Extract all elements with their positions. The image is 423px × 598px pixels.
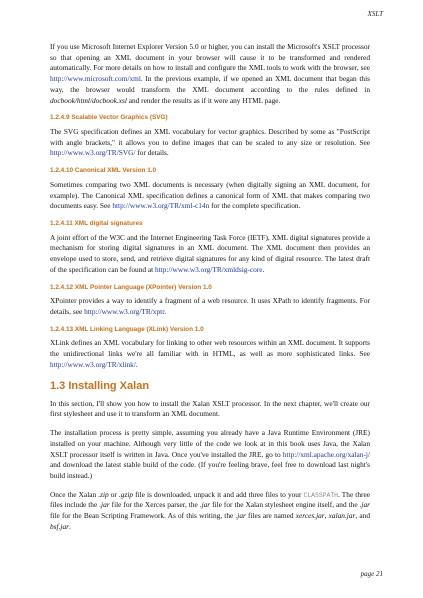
svg-paragraph: The SVG specification defines an XML vocabulary for vector graphics. Described by some as "PostScript with angle brackets," it allows you to define images that can be scaled to any size or resolution. See http://www.w3.org/TR/SVG/ for details. xyxy=(50,127,370,158)
xalan-jar-filename: xalan.jar xyxy=(328,511,356,521)
classpath-code: CLASSPATH xyxy=(303,491,339,499)
svg-spec-link[interactable]: http://www.w3.org/TR/SVG/ xyxy=(50,148,136,158)
xmldsig-spec-link[interactable]: http://www.w3.org/TR/xmldsig-core xyxy=(155,264,263,274)
section-heading-installing-xalan: 1.3 Installing Xalan xyxy=(50,379,150,392)
xalan-intro-paragraph: In this section, I'll show you how to install the Xalan XSLT processor. In the next chapter, we'll create our first stylesheet and use it to transform an XML document. xyxy=(50,398,370,419)
page-content xyxy=(50,42,370,541)
xptr-spec-link[interactable]: http://www.w3.org/TR/xptr xyxy=(84,306,165,316)
installation-paragraph: The installation process is pretty simple, assuming you already have a Java Runtime Environment (JRE) installed on your machine. Although very little of the code we look at in this book uses Java, the Xalan XSLT processor itself is written in Java. Once you've installed the JRE, go to http://xml.apache.org/xalan-j/ and download the latest stable build of the code. (If you're feeling brave, feel free to download last night's build instead.) xyxy=(50,428,370,481)
microsoft-xml-link[interactable]: http://www.microsoft.com/xml xyxy=(50,74,141,84)
intro-paragraph: If you use Microsoft Internet Explorer Version 5.0 or higher, you can install the Microsoft's XSLT processor so that opening an XML document in your browser will cause it to be transformed and rendered automatically. For more details on how to install and configure the XML tools to work with the browser, see http://www.microsoft.com/xml. In the previous example, if we opened an XML document that began this way, the browser would transform the XML document according to the rules defined in docbook/html/docbook.xsl and render the results as if it were any HTML page. xyxy=(50,42,370,105)
docbook-xsl-path: docbook/html/docbook.xsl xyxy=(50,95,127,105)
c14n-spec-link[interactable]: http://www.w3.org/TR/xml-c14n xyxy=(112,201,210,211)
xpointer-paragraph: XPointer provides a way to identify a fragment of a web resource. It uses XPath to identify fragments. For details, see http://www.w3.org/TR/xptr. xyxy=(50,296,370,316)
xalan-download-link[interactable]: http://xml.apache.org/xalan-j/ xyxy=(282,449,370,459)
canonical-xml-heading: 1.2.4.10 Canonical XML Version 1.0 xyxy=(50,167,157,175)
page-number: page 21 xyxy=(360,570,383,578)
xlink-paragraph: XLink defines an XML vocabulary for linking to other web resources within an XML document. It supports the unidirectional links we're all familiar with in HTML, as well as more sophisticated links. See http://www.w3.org/TR/xlink/. xyxy=(50,338,370,369)
svg-heading: 1.2.4.9 Scalable Vector Graphics (SVG) xyxy=(50,114,168,122)
canonical-xml-paragraph: Sometimes comparing two XML documents is necessary (when digitally signing an XML document, for example). The Canonical XML specification defines a canonical form of XML that makes comparing two documents easy. See http://www.w3.org/TR/xml-c14n for the complete specification. xyxy=(50,179,370,211)
xlink-spec-link[interactable]: http://www.w3.org/TR/xlink/ xyxy=(50,359,136,369)
digital-signatures-paragraph: A joint effort of the W3C and the Internet Engineering Task Force (IETF), XML digital signatures provide a mechanism for storing digital signatures in an XML document. The XML document then provides an envelope used to store, send, and retrieve digital signatures for any kind of digital resource. The latest draft of the specification can be found at http://www.w3.org/TR/xmldsig-core. xyxy=(50,232,370,274)
running-header: XSLT xyxy=(367,10,383,18)
xerces-jar-filename: xerces.jar xyxy=(295,511,325,521)
digital-signatures-heading: 1.2.4.11 XML digital signatures xyxy=(50,220,143,227)
xpointer-heading: 1.2.4.12 XML Pointer Language (XPointer) Version 1.0 xyxy=(50,283,212,291)
classpath-paragraph: Once the Xalan .zip or .gzip file is downloaded, unpack it and add three files to your CLASSPATH. The three files include the .jar file for the Xerces parser, the .jar file for the Xalan stylesheet engine itself, and the .jar file for the Bean Scripting Framework. As of this writing, the .jar files are named xerces.jar, xalan.jar, and bsf.jar. xyxy=(50,489,371,531)
bsf-jar-filename: bsf.jar xyxy=(50,521,69,531)
xlink-heading: 1.2.4.13 XML Linking Language (XLink) Version 1.0 xyxy=(50,325,204,333)
